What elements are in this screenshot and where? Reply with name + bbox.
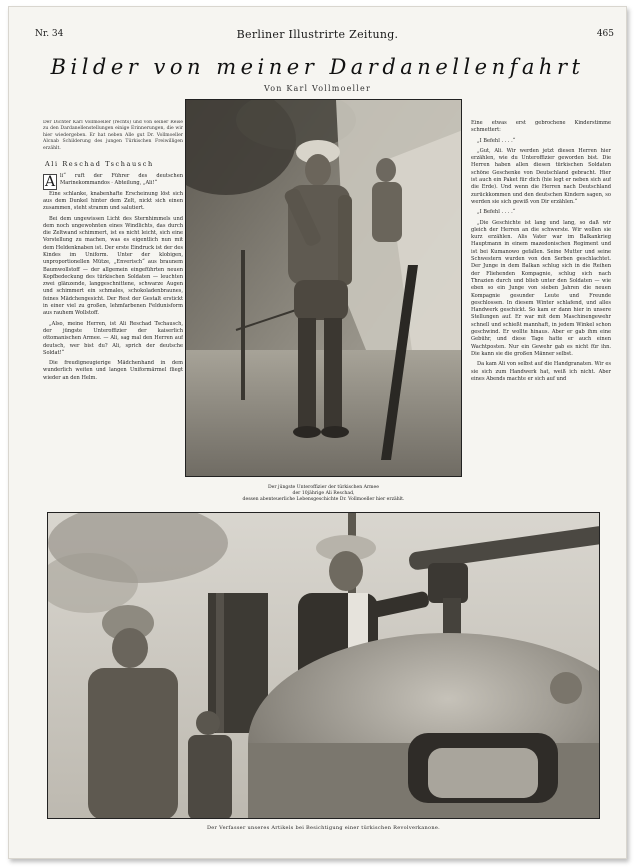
paragraph: „I Befehl . . . .“ [477,209,516,216]
paragraph: Eine etwas erst gebrochene Kinderstimme schmettert: [471,120,611,134]
photo-young-officer-image [186,100,462,477]
magazine-name: Berliner Illustrirte Zeitung. [236,28,399,41]
paragraph: Bei dem ungewissen Licht des Sternhimmels und dem noch ungewohnten eines Windlichts, das durch die Zeltwand schimmert, ist es nicht leicht, sich eine Vorstellung zu machen, was es eigentlich nun mit dem Heldenknaben ist. Der erste Eindruck ist der des Kindes im Uniform. Unter der klobigen, unproportionellen Mütze, „Enverisch“ aus braunem Baumwollstoff — der allgemein eingeführten neuen Kopfbedeckung des türkischen Soldaten — leuchten zwei glänzende, langgeschnittene, schwarze Augen und schimmert ein schmales, schokoladenbraunes, feines Mädchengesicht. Der Rest der Gestalt erstickt in einer viel zu großen, lehmfarbenen Feldunisform aus rauhem Wollstoff. [43,215,183,317]
photo-revolver-cannon-image [48,513,600,819]
issue-number: Nr. 34 [35,29,64,39]
paragraph: li“ ruft der Führer des deutschen Marinekommandos · Abteilung, „Ali!“ [60,173,183,187]
photo-young-officer-caption [185,485,462,504]
left-text-column [43,120,183,512]
paragraph: „Die Geschichte ist lang und lang, so daß wir gleich der Herren an die schwerste. Wir wollen sie kurz erzählen. Alis Vater war im Balkankrieg Hauptmann in einem mazedonischen Regiment und ist bei Kumanowo gefallen. Seine Mutter und seine Schwestern wurden von den Serben geschlachtet. Der Junge in dem Balkan schlug sich in die Reihen der Fliehenden Kompagnie, schlug sich nach Thrazien durch und blieb unter den Soldaten — wie eben so ein Junge von sieben Jahren die neuen Kompagnie gesunder Leute und Freunde geschlossen. In diesem Winter schlafend, und alles Handwerk geschickt. So kam er dann hier in unsere Stellungen auf. Er war mit dem Maschinengewehr schnell und schießt mannhaft, in jedem Winkel schon geschwind. Er wollte hinaus. Aber er gab ihm eine Gebühr, und diese Tage hatte er auch einen Wachtposten. Nur ein Gewehr gab es nicht für ihn. Die kann sie die großen Männer selbst. [471,219,611,357]
paragraph: „I Befehl . . . .“ [477,137,516,144]
paragraph: „Also, meine Herren, ist Ali Reschad Tschausch, der jüngste Unteroffizier der kaiserlich ottomanischen Armee. — Ali, sag mal den Herren auf deutsch, wer bist du? Ali, sprich der deutsche Soldat!“ [43,320,183,356]
paragraph: Da kam Ali von selbst auf die Handgranaten. Wir es sie sich zum Handwerk hat, weiß ich nicht. Aber eines Abends machte er sich auf und [471,361,611,382]
paragraph: „Gut, Ali. Wir werden jetzt diesen Herren hier erzählen, wie du Unteroffizier geworden bist. Die Herren haben allen diesen türkischen Soldaten schöne Geschenke von Deutschland gebracht. Hier ist auch ein Paket für dich (hie legt er neben sich auf die Erde). Und wenn die Herren nach Deutschland zurückkommen und den deutschen Kindern sagen, so werden sie sich gewiß von Dir erzählen.“ [471,147,611,205]
right-text-column [471,120,611,512]
paragraph: Die freudigneugierige Mädchenhand in dem wunderlich weiten und langen Uniformärmel fliegt wieder an den Helm. [43,360,183,381]
page-header [9,29,626,45]
intro-caption: Der Dichter Karl Vollmoeller (rechts) und von seiner Reise zu den Dardanellenstellungen einige Erinnerungen, die wir hier wiedergeben. Er hat neben Alle gut Dr. Vollmoeller Alcnab Schilderung des jungen Türkischen Freiwilligen erzählt. [43,120,183,151]
magazine-page [8,6,627,859]
photo-revolver-cannon-caption: Der Verfasser unseres Artikels bei Besichtigung einer türkischen Revolverkanone. [206,825,441,831]
first-paragraph [43,173,183,191]
drop-cap: A [44,174,56,191]
article-byline: Von Karl Vollmoeller [263,84,371,93]
article-title: Bilder von meiner Dardanellenfahrt [50,55,585,79]
photo-revolver-cannon [47,512,600,819]
caption-line: der 10jährige Ali Reschad, [292,491,355,497]
photo-young-officer [185,99,462,477]
caption-line: dessen abenteuerliche Lebensgeschichte Dr. Vollmoeller hier erzählt. [242,497,405,503]
caption-line: Der jüngste Unteroffizier der türkischen Armee [268,485,379,490]
paragraph: Eine schlanke, knabenhafte Erscheinung löst sich aus dem Dunkel hinter dem Zelt, nickt sich einen zusammen, steht stramm und salutiert. [43,190,183,212]
page-number: 465 [596,29,614,39]
section-heading: Ali Reschad Tschausch [45,160,154,169]
